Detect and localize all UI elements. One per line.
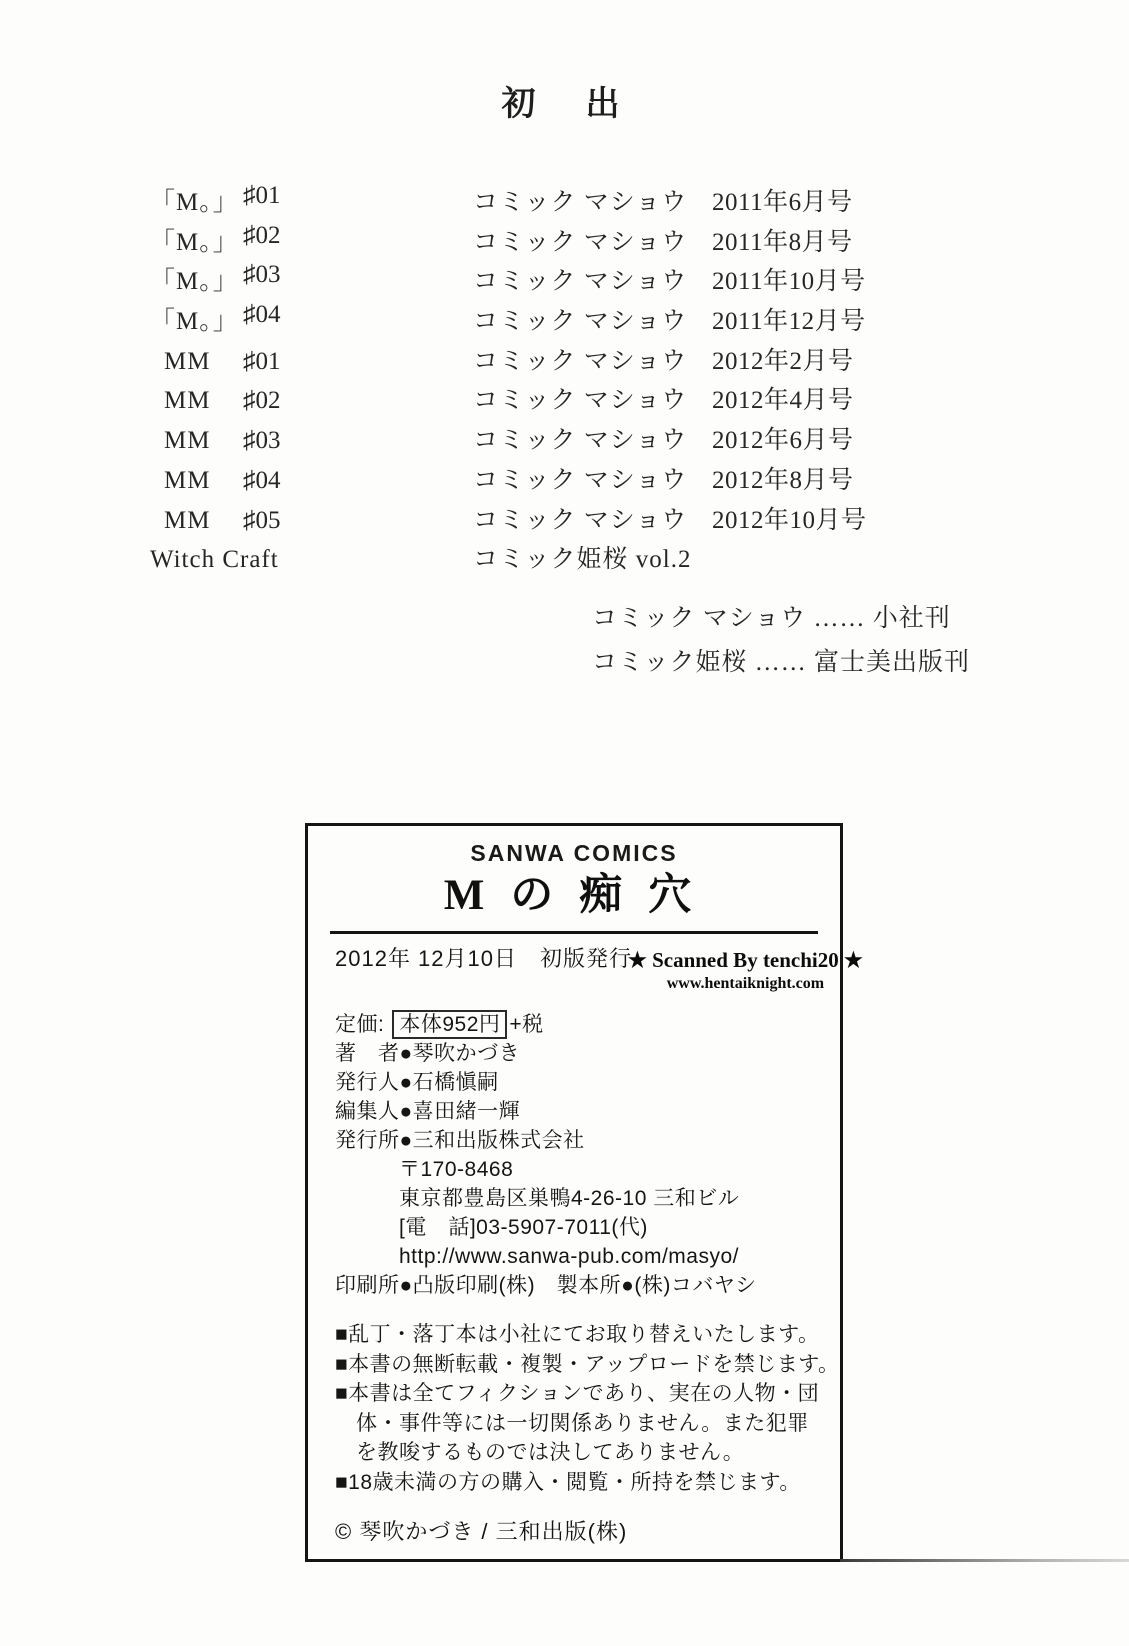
magazine-name: コミック マショウ [473,347,688,375]
work-cell [150,427,473,455]
issue-date: 2011年10月号 [712,268,866,296]
issue-date: 2012年8月号 [712,466,854,494]
magazine-name: コミック マショウ [473,506,688,534]
issue-date: 2012年4月号 [712,387,854,415]
work-title: MM [164,427,211,455]
issue-date: 2012年10月号 [712,506,867,534]
issue-date: 2012年6月号 [712,427,854,455]
work-cell [150,387,473,415]
work-number: ♯01 [243,347,281,375]
work-title: 「M。」 [150,308,239,336]
work-number: ♯01 [243,182,281,209]
work-number: ♯02 [243,387,281,415]
publication-row [150,420,1050,460]
notice-line: ■18歳未満の方の購入・閲覧・所持を禁じます。 [335,1470,801,1494]
work-title: MM [164,506,211,534]
publisher-website: http://www.sanwa-pub.com/masyo/ [399,1245,739,1268]
publication-row [150,500,1050,540]
work-cell [150,261,473,297]
work-cell [150,348,473,376]
magazine-name: コミック マショウ [473,308,688,336]
price-tax-suffix: +税 [509,1013,544,1036]
publication-row [150,539,1050,579]
publication-details [308,1010,840,1300]
issue-date: 2011年8月号 [712,228,853,256]
publication-row [150,261,1050,301]
work-cell [150,182,473,218]
page-title: 初 出 [501,86,628,123]
series-label: SANWA COMICS [470,840,678,866]
magazine-name: コミック マショウ [473,427,688,455]
work-cell [150,467,473,495]
work-number: ♯04 [243,301,281,329]
work-number: ♯02 [243,221,281,249]
magazine-name: コミック姫桜 vol.2 [473,546,692,574]
first-publication-list [150,182,1050,579]
magazine-name: コミック マショウ [473,228,688,256]
publication-row [150,341,1050,381]
magazine-name: コミック マショウ [473,466,688,494]
publisher-address: 東京都豊島区巣鴨4-26-10 三和ビル [399,1187,740,1210]
issue-date: 2012年2月号 [712,347,854,375]
legal-notices [308,1320,840,1497]
notice-line: ■乱丁・落丁本は小社にてお取り替えいたします。 [335,1323,820,1346]
scanner-watermark [628,948,863,993]
publication-row [150,301,1050,341]
notice-line: ■本書の無断転載・複製・アップロードを禁じます。 [335,1352,840,1376]
price-row [335,1010,840,1039]
watermark-line: ★ Scanned By tenchi20 ★ [628,948,863,972]
work-number: ♯03 [243,261,281,289]
notice-line: 体・事件等には一切関係ありません。また犯罪 [356,1411,809,1435]
notice-line: を教唆するものでは決してありません。 [356,1441,745,1464]
work-number: ♯05 [243,506,281,534]
copyright-line: © 琴吹かづき / 三和出版(株) [335,1519,628,1544]
publication-row [150,222,1050,262]
source-notes [592,597,970,685]
publisher-phone: [電 話]03-5907-7011(代) [399,1216,648,1239]
work-title: 「M。」 [150,228,239,256]
issuer-row: 発行人●石橋愼嗣 [335,1071,499,1094]
work-cell [150,222,473,258]
price-value: 本体952円 [392,1010,507,1039]
work-number: ♯04 [243,466,281,494]
source-note-mashou: コミック マショウ …… 小社刊 [592,605,951,632]
work-cell [150,301,473,337]
printer-row: 印刷所●凸版印刷(株) 製本所●(株)コバヤシ [335,1274,757,1297]
price-label: 定価: [335,1013,385,1036]
author-row: 著 者●琴吹かづき [335,1042,521,1065]
source-note-himezakura: コミック姫桜 …… 富士美出版刊 [592,649,971,676]
notice-line: ■本書は全てフィクションであり、実在の人物・団 [335,1382,820,1405]
work-title: MM [164,387,211,415]
magazine-name: コミック マショウ [473,387,688,415]
publication-row [150,380,1050,420]
publisher-row: 発行所●三和出版株式会社 [335,1129,585,1152]
colophon-box [305,823,863,1562]
editor-row: 編集人●喜田緒一輝 [335,1100,521,1123]
work-title: MM [164,466,211,494]
publication-row [150,460,1050,500]
title-divider [330,931,818,934]
magazine-name: コミック マショウ [473,268,688,296]
work-cell [150,546,473,574]
work-title: 「M。」 [150,189,239,216]
work-title: MM [164,347,211,375]
magazine-name: コミック マショウ [473,189,688,216]
publication-row [150,182,1050,222]
watermark-url: www.hentaiknight.com [666,975,825,992]
postal-code: 〒170-8468 [399,1158,514,1181]
scan-artifact-line [840,1559,1129,1562]
printing-date: 2012年 12月10日 初版発行 [335,946,632,971]
work-cell [150,507,473,535]
work-number: ♯03 [243,427,281,455]
issue-date: 2011年12月号 [712,308,866,336]
issue-date: 2011年6月号 [712,189,853,216]
work-title: Witch Craft [150,546,279,574]
work-title: 「M。」 [150,268,239,296]
book-title: Mの痴穴 [443,872,718,919]
